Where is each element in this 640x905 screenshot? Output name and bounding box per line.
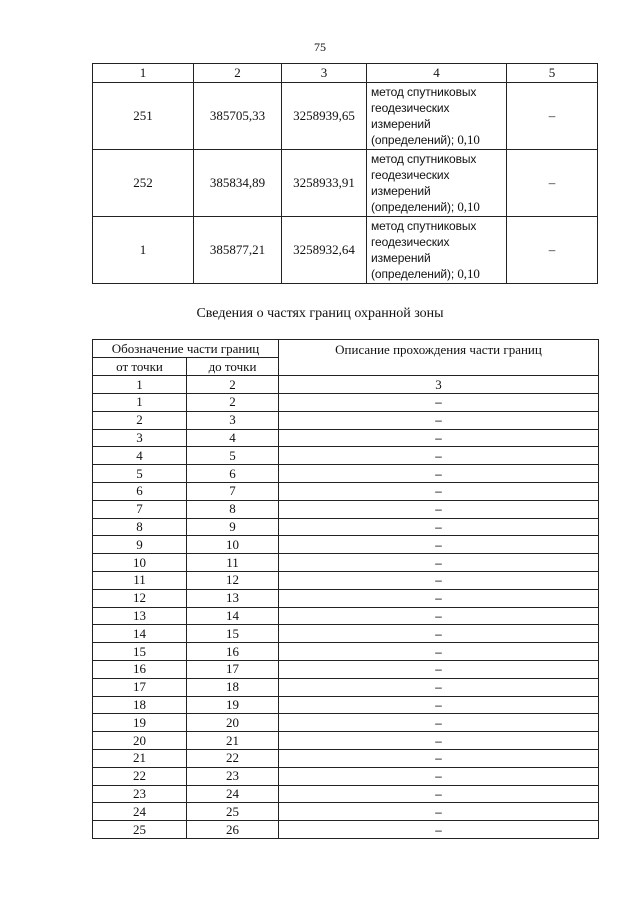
- to-point: 4: [187, 429, 279, 447]
- table-row: [93, 217, 598, 284]
- table-row: [93, 767, 599, 785]
- from-point: 8: [93, 518, 187, 536]
- from-point: 9: [93, 536, 187, 554]
- to-point: 13: [187, 589, 279, 607]
- coords-col-3: 3: [282, 64, 367, 83]
- to-point: 11: [187, 554, 279, 572]
- to-point: 6: [187, 465, 279, 483]
- coords-col-1: 1: [93, 64, 194, 83]
- from-point: 7: [93, 500, 187, 518]
- from-point: 22: [93, 767, 187, 785]
- from-point: 2: [93, 411, 187, 429]
- from-point: 20: [93, 732, 187, 750]
- coord-y: 3258933,91: [282, 150, 367, 217]
- description: –: [279, 821, 599, 839]
- description: –: [279, 571, 599, 589]
- coords-col-2: 2: [194, 64, 282, 83]
- table-row: [93, 732, 599, 750]
- to-point: 18: [187, 678, 279, 696]
- col-number-2: 2: [187, 376, 279, 394]
- method-text: метод спутниковых геодезических измерений (определений);: [371, 219, 477, 281]
- coords-header-row: [93, 64, 598, 83]
- header-to: до точки: [187, 358, 279, 376]
- table-row: [93, 447, 599, 465]
- from-point: 15: [93, 643, 187, 661]
- table-row: [93, 429, 599, 447]
- to-point: 10: [187, 536, 279, 554]
- description: –: [279, 643, 599, 661]
- description: –: [279, 554, 599, 572]
- coord-x: 385834,89: [194, 150, 282, 217]
- to-point: 17: [187, 660, 279, 678]
- table-row: [93, 571, 599, 589]
- from-point: 17: [93, 678, 187, 696]
- description: –: [279, 785, 599, 803]
- description: –: [279, 411, 599, 429]
- parts-numbering-row: [93, 376, 599, 394]
- table-row: [93, 749, 599, 767]
- coord-x: 385705,33: [194, 83, 282, 150]
- section-title: Сведения о частях границ охранной зоны: [196, 306, 444, 321]
- table-row: [93, 411, 599, 429]
- table-row: [93, 500, 599, 518]
- table-row: [93, 465, 599, 483]
- method-text: метод спутниковых геодезических измерений (определений);: [371, 85, 477, 147]
- method-text: метод спутниковых геодезических измерений (определений);: [371, 152, 477, 214]
- table-row: [93, 554, 599, 572]
- from-point: 5: [93, 465, 187, 483]
- description: –: [279, 696, 599, 714]
- coord-x: 385877,21: [194, 217, 282, 284]
- to-point: 14: [187, 607, 279, 625]
- from-point: 24: [93, 803, 187, 821]
- coords-col-4: 4: [367, 64, 507, 83]
- table-row: [93, 518, 599, 536]
- coordinates-table: [92, 63, 598, 284]
- description: –: [279, 394, 599, 412]
- note-cell: –: [507, 217, 598, 284]
- accuracy: 0,10: [457, 199, 480, 214]
- to-point: 25: [187, 803, 279, 821]
- table-row: [93, 660, 599, 678]
- header-description: Описание прохождения части границ: [279, 340, 599, 376]
- to-point: 5: [187, 447, 279, 465]
- to-point: 7: [187, 482, 279, 500]
- header-group: Обозначение части границ: [93, 340, 279, 358]
- description: –: [279, 536, 599, 554]
- description: –: [279, 714, 599, 732]
- note-cell: –: [507, 83, 598, 150]
- description: –: [279, 482, 599, 500]
- coord-y: 3258932,64: [282, 217, 367, 284]
- to-point: 9: [187, 518, 279, 536]
- from-point: 12: [93, 589, 187, 607]
- description: –: [279, 660, 599, 678]
- col-number-3: 3: [279, 376, 599, 394]
- table-row: [93, 482, 599, 500]
- from-point: 23: [93, 785, 187, 803]
- accuracy: 0,10: [457, 266, 480, 281]
- to-point: 15: [187, 625, 279, 643]
- to-point: 22: [187, 749, 279, 767]
- from-point: 6: [93, 482, 187, 500]
- to-point: 8: [187, 500, 279, 518]
- table-row: [93, 696, 599, 714]
- from-point: 3: [93, 429, 187, 447]
- table-row: [93, 643, 599, 661]
- table-row: [93, 83, 598, 150]
- from-point: 25: [93, 821, 187, 839]
- to-point: 20: [187, 714, 279, 732]
- point-number: 252: [93, 150, 194, 217]
- col-number-1: 1: [93, 376, 187, 394]
- coord-y: 3258939,65: [282, 83, 367, 150]
- from-point: 1: [93, 394, 187, 412]
- point-number: 1: [93, 217, 194, 284]
- table-row: [93, 394, 599, 412]
- to-point: 23: [187, 767, 279, 785]
- header-from: от точки: [93, 358, 187, 376]
- description: –: [279, 518, 599, 536]
- table-row: [93, 785, 599, 803]
- description: –: [279, 678, 599, 696]
- from-point: 10: [93, 554, 187, 572]
- method-cell: [367, 150, 507, 217]
- description: –: [279, 732, 599, 750]
- table-row: [93, 589, 599, 607]
- method-cell: [367, 217, 507, 284]
- to-point: 19: [187, 696, 279, 714]
- from-point: 13: [93, 607, 187, 625]
- from-point: 14: [93, 625, 187, 643]
- from-point: 16: [93, 660, 187, 678]
- description: –: [279, 803, 599, 821]
- table-row: [93, 625, 599, 643]
- to-point: 2: [187, 394, 279, 412]
- to-point: 16: [187, 643, 279, 661]
- note-cell: –: [507, 150, 598, 217]
- coords-col-5: 5: [507, 64, 598, 83]
- to-point: 24: [187, 785, 279, 803]
- description: –: [279, 465, 599, 483]
- table-row: [93, 678, 599, 696]
- point-number: 251: [93, 83, 194, 150]
- table-row: [93, 821, 599, 839]
- table-row: [93, 607, 599, 625]
- from-point: 19: [93, 714, 187, 732]
- description: –: [279, 767, 599, 785]
- description: –: [279, 607, 599, 625]
- from-point: 11: [93, 571, 187, 589]
- to-point: 26: [187, 821, 279, 839]
- table-row: [93, 536, 599, 554]
- from-point: 21: [93, 749, 187, 767]
- parts-header-row: [93, 340, 599, 358]
- description: –: [279, 589, 599, 607]
- boundary-parts-table: [92, 339, 599, 839]
- to-point: 3: [187, 411, 279, 429]
- method-cell: [367, 83, 507, 150]
- table-row: [93, 714, 599, 732]
- parts-table-body: [93, 394, 599, 839]
- page-number: 75: [314, 40, 326, 54]
- table-row: [93, 150, 598, 217]
- from-point: 4: [93, 447, 187, 465]
- to-point: 12: [187, 571, 279, 589]
- description: –: [279, 429, 599, 447]
- description: –: [279, 625, 599, 643]
- to-point: 21: [187, 732, 279, 750]
- description: –: [279, 500, 599, 518]
- accuracy: 0,10: [457, 132, 480, 147]
- table-row: [93, 803, 599, 821]
- from-point: 18: [93, 696, 187, 714]
- description: –: [279, 447, 599, 465]
- description: –: [279, 749, 599, 767]
